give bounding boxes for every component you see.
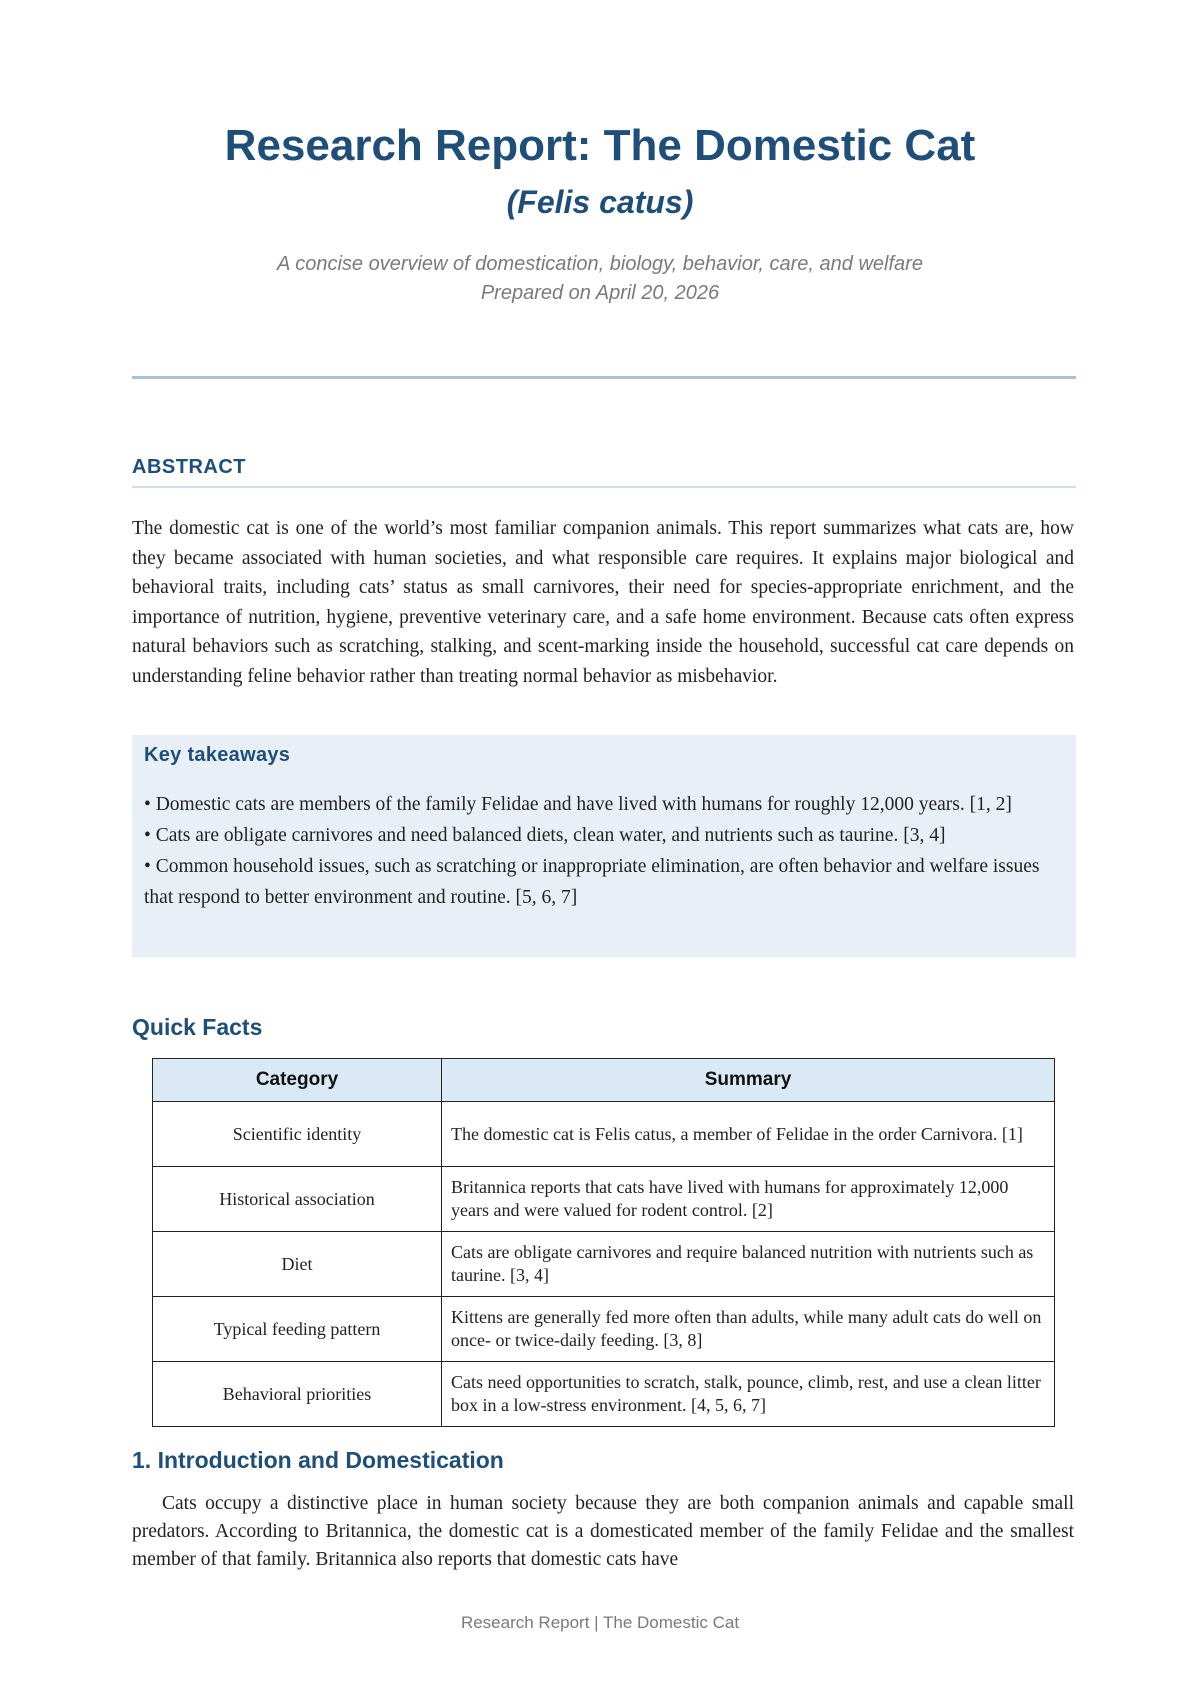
table-header-row	[153, 1059, 1055, 1102]
table-row	[153, 1232, 1055, 1297]
list-item: • Cats are obligate carnivores and need balanced diets, clean water, and nutrients such as taurine. [3, 4]	[144, 825, 946, 846]
table-row	[153, 1362, 1055, 1427]
quick-facts-table	[152, 1058, 1055, 1427]
table-cell-category: Historical association	[153, 1167, 442, 1232]
table-row	[153, 1167, 1055, 1232]
report-subtitle: (Felis catus)	[506, 184, 694, 220]
table-cell-category: Scientific identity	[153, 1102, 442, 1167]
table-cell-category: Typical feeding pattern	[153, 1297, 442, 1362]
introduction-paragraph: Cats occupy a distinctive place in human society because they are both companion animals and capable small predators. According to Britannica, the domestic cat is a domesticated member of the family Felidae and the smallest member of that family. Britannica also reports that domestic cats have	[132, 1493, 1074, 1570]
table-cell-summary: Cats are obligate carnivores and require balanced nutrition with nutrients such as taurine. [3, 4]	[442, 1232, 1055, 1297]
table-cell-summary: Kittens are generally fed more often than adults, while many adult cats do well on once- or twice-daily feeding. [3, 8]	[442, 1297, 1055, 1362]
page-footer: Research Report | The Domestic Cat	[460, 1613, 740, 1632]
report-title: Research Report: The Domestic Cat	[224, 121, 976, 170]
abstract-text: The domestic cat is one of the world’s most familiar companion animals. This report summarizes what cats are, how they became associated with human societies, and what responsible care requires. It explains major biological and behavioral traits, including cats’ status as small carnivores, their need for species-appropriate enrichment, and the importance of nutrition, hygiene, preventive veterinary care, and a safe home environment. Because cats often express natural behaviors such as scratching, stalking, and scent-marking inside the household, successful cat care depends on understanding feline behavior rather than treating normal behavior as misbehavior.	[132, 518, 1074, 687]
table-row	[153, 1297, 1055, 1362]
section-heading-introduction: 1. Introduction and Domestication	[132, 1447, 504, 1473]
table-cell-summary: The domestic cat is Felis catus, a member of Felidae in the order Carnivora. [1]	[442, 1102, 1055, 1167]
key-takeaways-heading: Key takeaways	[144, 744, 291, 766]
key-takeaways-list	[144, 789, 1064, 913]
table-cell-summary: Britannica reports that cats have lived with humans for approximately 12,000 years and were valued for rodent control. [2]	[442, 1167, 1055, 1232]
quick-facts-heading: Quick Facts	[132, 1014, 263, 1040]
table-cell-category: Behavioral priorities	[153, 1362, 442, 1427]
column-header-summary: Summary	[442, 1059, 1055, 1102]
abstract-divider	[132, 486, 1076, 488]
abstract-heading: ABSTRACT	[132, 456, 246, 478]
prepared-date: Prepared on April 20, 2026	[480, 282, 720, 304]
title-divider	[132, 376, 1076, 379]
list-item: • Domestic cats are members of the family Felidae and have lived with humans for roughly 12,000 years. [1, 2]	[144, 794, 1012, 815]
table-row	[153, 1102, 1055, 1167]
table-cell-category: Diet	[153, 1232, 442, 1297]
list-item: • Common household issues, such as scratching or inappropriate elimination, are often behavior and welfare issues that respond to better environment and routine. [5, 6, 7]	[144, 856, 1040, 908]
key-takeaways-box	[132, 735, 1076, 957]
table-cell-summary: Cats need opportunities to scratch, stalk, pounce, climb, rest, and use a clean litter box in a low-stress environment. [4, 5, 6, 7]	[442, 1362, 1055, 1427]
column-header-category: Category	[153, 1059, 442, 1102]
report-tagline: A concise overview of domestication, biology, behavior, care, and welfare	[277, 253, 923, 275]
